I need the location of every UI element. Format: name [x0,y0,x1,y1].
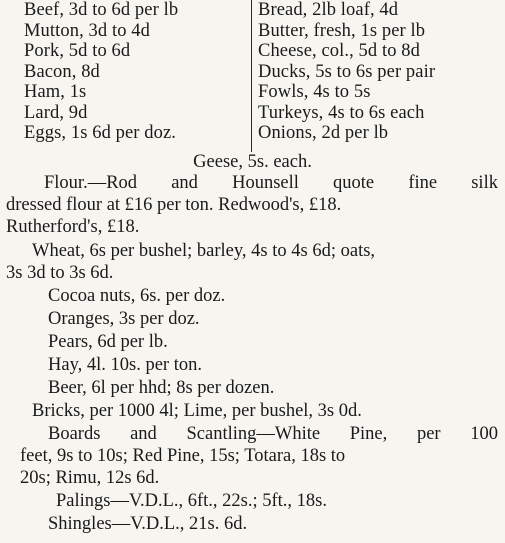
flour-word: fine [408,173,438,193]
price-line-beef: Beef, 3d to 6d per lb [24,0,179,20]
boards-word: Pine, [349,424,388,444]
wheat-line-1: Wheat, 6s per bushel; barley, 4s to 4s 6d; oats, [32,241,376,261]
flour-line-1 [44,173,498,193]
cocoa-line: Cocoa nuts, 6s. per doz. [48,286,226,306]
boards-word: and [130,424,157,444]
flour-word: and [171,173,198,193]
price-line-ham: Ham, 1s [24,82,87,102]
price-column-left [24,0,254,144]
flour-word: silk [471,173,498,193]
boards-word: Boards [48,424,101,444]
boards-line-3: 20s; Rimu, 12s 6d. [20,468,160,488]
price-line-bread: Bread, 2lb loaf, 4d [258,0,399,20]
column-divider [251,0,252,152]
price-table [0,0,505,154]
price-line-lard: Lard, 9d [24,102,88,123]
price-line-cheese: Cheese, col., 5d to 8d [258,41,420,61]
boards-word: 100 [470,424,498,444]
boards-line-1 [48,424,498,444]
price-line-butter: Butter, fresh, 1s per lb [258,20,426,41]
price-column-right [258,0,505,144]
price-line-bacon: Bacon, 8d [24,61,100,82]
wheat-line-2: 3s 3d to 3s 6d. [6,263,114,283]
price-line-pork: Pork, 5d to 6d [24,41,131,61]
oranges-line: Oranges, 3s per doz. [48,309,200,329]
boards-line-2: feet, 9s to 10s; Red Pine, 15s; Totara, 18s to [20,446,346,466]
beer-line: Beer, 6l per hhd; 8s per dozen. [48,378,275,398]
flour-word: Hounsell [232,173,299,193]
shingles-line: Shingles—V.D.L., 21s. 6d. [48,514,248,534]
boards-word: per [416,424,441,444]
flour-word: quote [333,173,375,193]
price-line-turkeys: Turkeys, 4s to 6s each [258,102,425,123]
price-line-mutton: Mutton, 3d to 4d [24,20,150,41]
palings-line: Palings—V.D.L., 6ft., 22s.; 5ft., 18s. [56,491,328,511]
geese-line: Geese, 5s. each. [193,152,312,172]
price-line-onions: Onions, 2d per lb [258,123,389,143]
flour-line-2: dressed flour at £16 per ton. Redwood's, £18. [6,195,342,215]
flour-line-3: Rutherford's, £18. [6,217,140,237]
price-line-ducks: Ducks, 5s to 6s per pair [258,61,436,82]
flour-word: Flour.—Rod [44,173,138,193]
boards-word: Scantling—White [186,424,321,444]
pears-line: Pears, 6d per lb. [48,332,168,352]
price-line-eggs: Eggs, 1s 6d per doz. [24,123,177,143]
hay-line: Hay, 4l. 10s. per ton. [48,355,202,375]
price-line-fowls: Fowls, 4s to 5s [258,82,371,102]
bricks-line: Bricks, per 1000 4l; Lime, per bushel, 3s 0d. [32,401,362,421]
